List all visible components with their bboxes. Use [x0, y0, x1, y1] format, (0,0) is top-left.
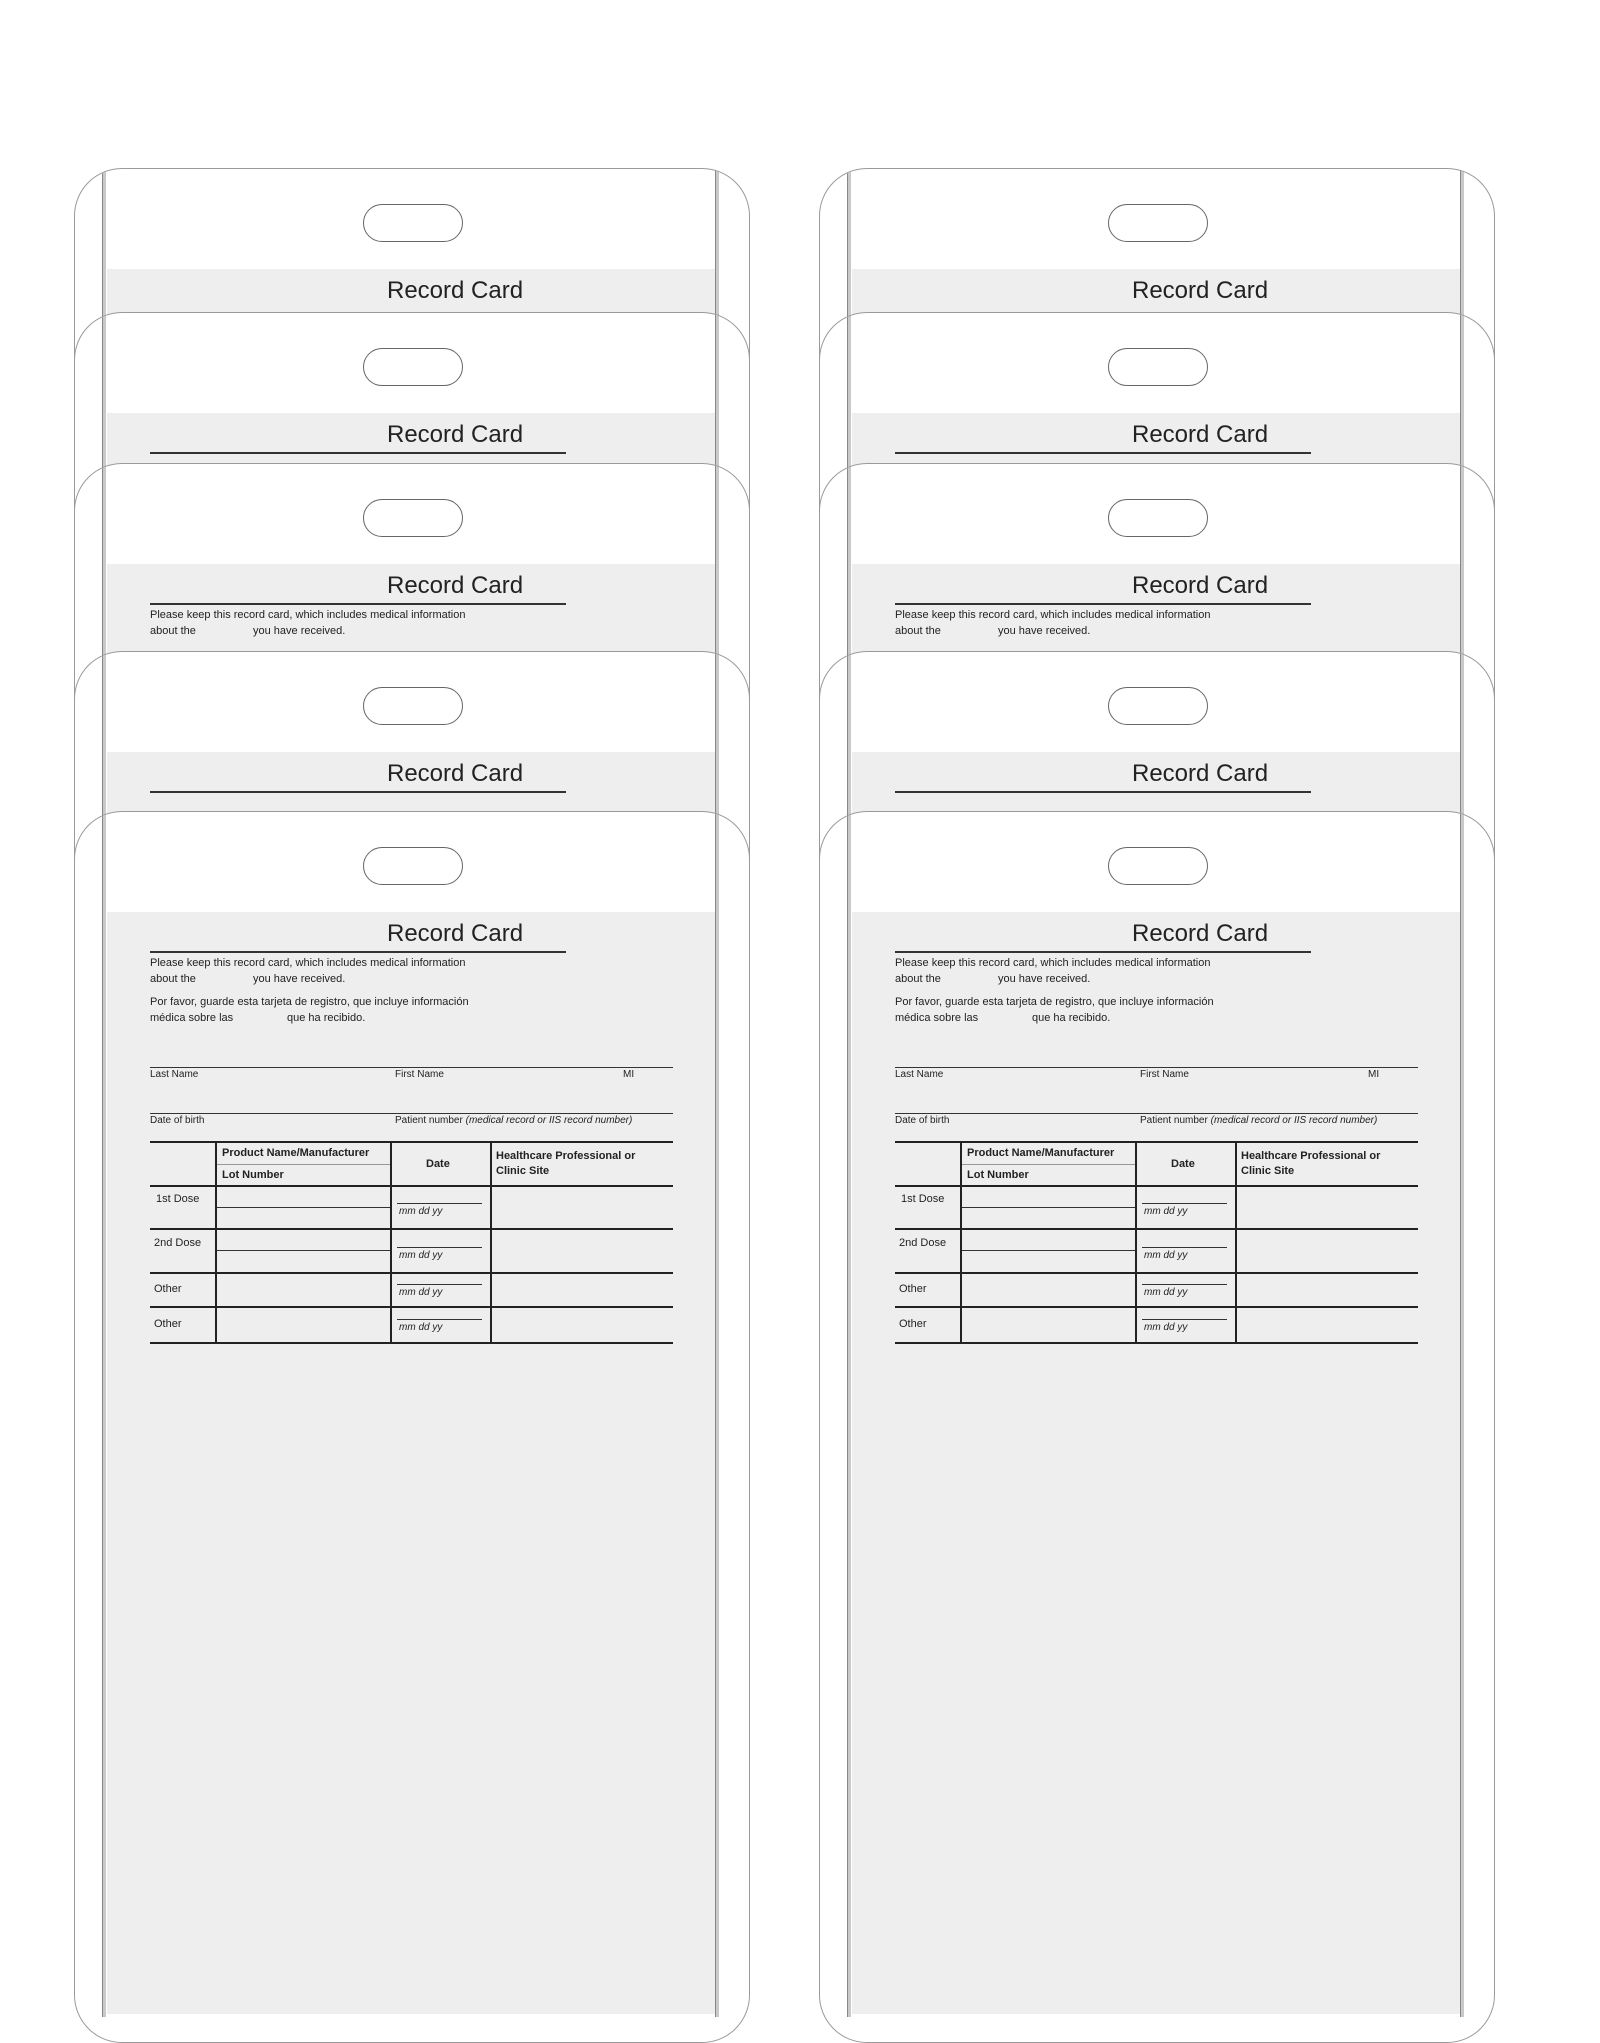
intro-en: about the: [895, 625, 941, 637]
card-title: Record Card: [1132, 920, 1269, 947]
patient-number-group: [1140, 1115, 1377, 1126]
table-col-rule: [1135, 1141, 1137, 1344]
date-line: [1142, 1203, 1227, 1204]
dob-line: [895, 1113, 1418, 1114]
lanyard-slot: [1108, 204, 1208, 242]
card-title: Record Card: [1132, 572, 1269, 599]
date-format: mm dd yy: [399, 1287, 443, 1298]
name-line: [895, 1067, 1418, 1068]
divider: [895, 951, 1311, 953]
divider: [150, 791, 566, 793]
lanyard-slot: [1108, 687, 1208, 725]
card-title: Record Card: [1132, 760, 1269, 787]
intro-en: Please keep this record card, which includes medical information: [150, 609, 466, 621]
table-rule: [150, 1228, 673, 1230]
table-rule: [895, 1185, 1418, 1187]
row-label: 1st Dose: [156, 1193, 200, 1205]
col-lot: Lot Number: [222, 1169, 284, 1181]
intro-en: Please keep this record card, which includes medical information: [150, 957, 466, 969]
divider: [150, 603, 566, 605]
field-line: [962, 1207, 1135, 1208]
card-title: Record Card: [387, 760, 524, 787]
divider: [895, 603, 1311, 605]
date-format: mm dd yy: [1144, 1287, 1188, 1298]
col-hcp: Healthcare Professional or Clinic Site: [1241, 1150, 1381, 1177]
row-label: Other: [899, 1283, 927, 1295]
table-top: [895, 1141, 1418, 1143]
card-holder: [74, 811, 750, 2043]
table-rule: [150, 1272, 673, 1274]
name-line: [150, 1067, 673, 1068]
row-label: 2nd Dose: [899, 1237, 947, 1249]
date-format: mm dd yy: [1144, 1206, 1188, 1217]
divider: [150, 951, 566, 953]
date-line: [1142, 1284, 1227, 1285]
date-line: [397, 1284, 482, 1285]
field-line: [962, 1250, 1135, 1251]
intro-es: que ha recibido.: [287, 1012, 366, 1024]
card-title: Record Card: [387, 572, 524, 599]
sleeve-edge: [847, 812, 851, 2017]
lanyard-slot: [363, 687, 463, 725]
date-format: mm dd yy: [1144, 1250, 1188, 1261]
row-label: 2nd Dose: [154, 1237, 202, 1249]
intro-en: about the: [895, 973, 941, 985]
date-format: mm dd yy: [399, 1322, 443, 1333]
sleeve-edge: [1460, 812, 1464, 2017]
intro-en: you have received.: [253, 625, 346, 637]
divider: [895, 791, 1311, 793]
col-lot: Lot Number: [967, 1169, 1029, 1181]
row-label: Other: [154, 1318, 182, 1330]
table-col-rule: [1235, 1141, 1237, 1344]
col-hcp: Healthcare Professional or Clinic Site: [496, 1150, 636, 1177]
field-line: [217, 1207, 390, 1208]
row-label: 1st Dose: [901, 1193, 945, 1205]
table-rule: [150, 1306, 673, 1308]
card-title: Record Card: [1132, 421, 1269, 448]
patient-number-group: [395, 1115, 632, 1126]
lanyard-slot: [1108, 847, 1208, 885]
card-title: Record Card: [387, 421, 524, 448]
table-col-rule: [215, 1141, 217, 1344]
dob-label: Date of birth: [150, 1115, 205, 1126]
lanyard-slot: [363, 847, 463, 885]
patient-number-note: (medical record or IIS record number): [465, 1115, 633, 1126]
intro-en: you have received.: [998, 625, 1091, 637]
lanyard-slot: [363, 204, 463, 242]
date-line: [397, 1247, 482, 1248]
table-rule: [895, 1228, 1418, 1230]
last-name-label: Last Name: [150, 1069, 199, 1080]
table-col-rule: [960, 1141, 962, 1344]
mi-label: MI: [623, 1069, 635, 1080]
card-title: Record Card: [1132, 277, 1269, 304]
row-label: Other: [154, 1283, 182, 1295]
row-label: Other: [899, 1318, 927, 1330]
divider: [150, 452, 566, 454]
intro-en: about the: [150, 625, 196, 637]
date-format: mm dd yy: [399, 1250, 443, 1261]
patient-number-label: Patient number: [1140, 1115, 1208, 1126]
table-col-rule: [390, 1141, 392, 1344]
intro-en: you have received.: [998, 973, 1091, 985]
intro-es: Por favor, guarde esta tarjeta de registro, que incluye información: [895, 996, 1214, 1008]
intro-es: médica sobre las: [150, 1012, 234, 1024]
table-rule: [150, 1185, 673, 1187]
table-rule: [895, 1306, 1418, 1308]
table-col-rule: [490, 1141, 492, 1344]
lanyard-slot: [1108, 348, 1208, 386]
date-line: [1142, 1247, 1227, 1248]
lanyard-slot: [363, 348, 463, 386]
col-date: Date: [1171, 1158, 1195, 1170]
table-top: [150, 1141, 673, 1143]
field-line: [217, 1250, 390, 1251]
lanyard-slot: [1108, 499, 1208, 537]
table-rule: [150, 1342, 673, 1344]
mi-label: MI: [1368, 1069, 1380, 1080]
patient-number-label: Patient number: [395, 1115, 463, 1126]
date-line: [397, 1203, 482, 1204]
lanyard-slot: [363, 499, 463, 537]
date-line: [1142, 1319, 1227, 1320]
intro-en: Please keep this record card, which includes medical information: [895, 609, 1211, 621]
divider: [895, 452, 1311, 454]
dob-line: [150, 1113, 673, 1114]
col-product: Product Name/Manufacturer: [967, 1147, 1115, 1159]
date-line: [397, 1319, 482, 1320]
last-name-label: Last Name: [895, 1069, 944, 1080]
intro-es: médica sobre las: [895, 1012, 979, 1024]
date-format: mm dd yy: [399, 1206, 443, 1217]
dotted-divider: [217, 1164, 390, 1165]
card-title: Record Card: [387, 277, 524, 304]
sleeve-edge: [102, 812, 106, 2017]
intro-en: Please keep this record card, which includes medical information: [895, 957, 1211, 969]
col-product: Product Name/Manufacturer: [222, 1147, 370, 1159]
intro-es: Por favor, guarde esta tarjeta de registro, que incluye información: [150, 996, 469, 1008]
first-name-label: First Name: [1140, 1069, 1189, 1080]
table-rule: [895, 1342, 1418, 1344]
intro-en: about the: [150, 973, 196, 985]
table-rule: [895, 1272, 1418, 1274]
col-date: Date: [426, 1158, 450, 1170]
intro-en: you have received.: [253, 973, 346, 985]
patient-number-note: (medical record or IIS record number): [1210, 1115, 1378, 1126]
first-name-label: First Name: [395, 1069, 444, 1080]
sleeve-edge: [715, 812, 719, 2017]
date-format: mm dd yy: [1144, 1322, 1188, 1333]
dob-label: Date of birth: [895, 1115, 950, 1126]
dotted-divider: [962, 1164, 1135, 1165]
card-holder: [819, 811, 1495, 2043]
card-title: Record Card: [387, 920, 524, 947]
intro-es: que ha recibido.: [1032, 1012, 1111, 1024]
